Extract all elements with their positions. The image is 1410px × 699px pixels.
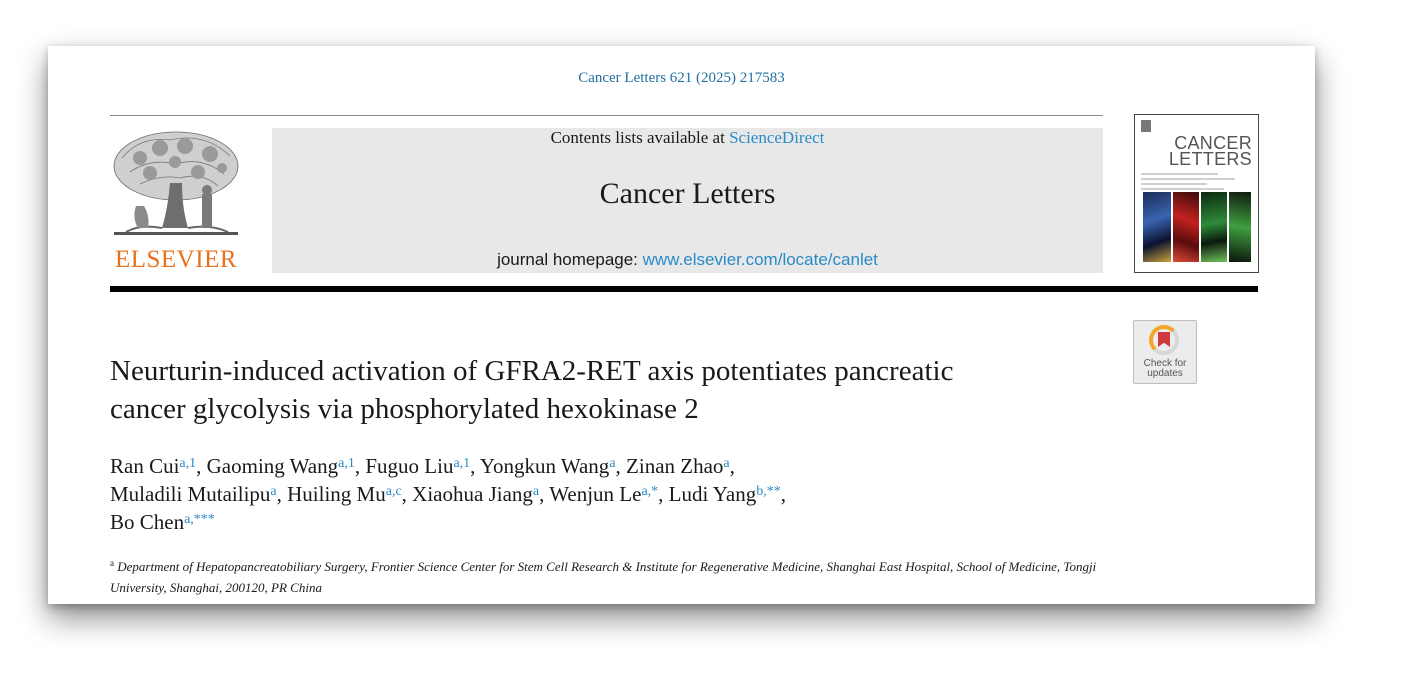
cover-image-right (1201, 192, 1227, 262)
affiliation-text: Department of Hepatopancreatobiliary Surgery, Frontier Science Center for Stem Cell Research & Institute for Regenerative Medicine, Shanghai East Hospital, School of Medicine, Tongji University, Shanghai, 200120, PR China (110, 559, 1097, 595)
sciencedirect-link[interactable]: ScienceDirect (729, 128, 825, 147)
author-affiliation-marker[interactable]: a,1 (179, 456, 197, 471)
elsevier-logo[interactable] (110, 128, 242, 276)
author-affiliation-marker[interactable]: a (270, 484, 277, 499)
article-title (110, 352, 1100, 428)
check-updates-label: Check for updates (1143, 358, 1187, 379)
author-affiliation-marker[interactable]: a (609, 456, 616, 471)
author-affiliation-marker[interactable]: a,*** (184, 512, 215, 527)
contents-prefix: Contents lists available at (550, 128, 730, 147)
author-affiliation-marker[interactable]: a,* (641, 484, 659, 499)
author-name[interactable]: Yongkun Wang (479, 454, 610, 478)
author-name[interactable]: Zinan Zhao (626, 454, 724, 478)
check-for-updates-button[interactable] (1133, 320, 1197, 384)
contents-line (272, 128, 1103, 148)
elsevier-tree-icon (110, 128, 242, 243)
affiliation-a (110, 556, 1110, 598)
article-title-line1: Neurturin-induced activation of GFRA2-RET axis potentiates pancreatic (110, 355, 954, 387)
article-title-line2: cancer glycolysis via phosphorylated hexokinase 2 (110, 393, 699, 425)
author-name[interactable]: Wenjun Le (549, 482, 642, 506)
author-affiliation-marker[interactable]: a,c (385, 484, 402, 499)
author-name[interactable]: Ludi Yang (668, 482, 757, 506)
author-affiliation-marker[interactable]: a (723, 456, 730, 471)
author-affiliation-marker[interactable]: a (532, 484, 540, 499)
author-name[interactable]: Bo Chen (110, 510, 185, 534)
author-name[interactable]: Ran Cui (110, 454, 180, 478)
cover-title-line1: CANCER (1174, 133, 1252, 153)
affiliation-marker: a (110, 558, 114, 568)
author-affiliation-marker[interactable]: b,** (756, 484, 781, 499)
journal-citation-link[interactable]: Cancer Letters 621 (2025) 217583 (578, 70, 785, 86)
top-divider (110, 115, 1103, 116)
cover-title-line2: LETTERS (1168, 149, 1252, 169)
elsevier-mini-logo-icon (1141, 120, 1151, 132)
journal-title: Cancer Letters (599, 177, 776, 210)
author-affiliation-marker[interactable]: a,1 (338, 456, 355, 471)
cover-title (1169, 135, 1252, 167)
journal-cover-thumbnail[interactable] (1134, 114, 1259, 273)
cover-image-middle (1173, 192, 1199, 262)
cover-image-left (1143, 192, 1171, 262)
homepage-prefix: journal homepage: (497, 250, 643, 269)
author-name[interactable]: Gaoming Wang (206, 454, 339, 478)
cover-text-lines (1141, 173, 1251, 193)
journal-banner (272, 128, 1103, 273)
author-name[interactable]: Xiaohua Jiang (412, 482, 533, 506)
header-thick-divider (110, 286, 1258, 292)
journal-homepage-link[interactable]: www.elsevier.com/locate/canlet (642, 250, 878, 269)
cover-image-far-right (1229, 192, 1251, 262)
author-list: Ran Cui$^{a,1}$, Gaoming Wang$^{a,1}$, Fuguo Liu$^{a,1}$, Yongkun Wang$^a$, Zinan Zhao$^a$, Muladili Mutailipu$^a$, Huiling Mu$^{a,c}$, Xiaohua Jiang$^a$, Wenjun $Le^{a,*}$, Ludi Yang$^{b,**}$, Bo Chen$^{a,***}$ (110, 454, 786, 534)
author-affiliation-marker[interactable]: a,1 (453, 456, 471, 471)
elsevier-wordmark: ELSEVIER (114, 246, 238, 273)
author-name[interactable]: Huiling Mu (287, 482, 386, 506)
author-name[interactable]: Fuguo Liu (365, 454, 454, 478)
homepage-line (272, 250, 1103, 270)
article-page (48, 46, 1315, 604)
author-name[interactable]: Muladili Mutailipu (110, 482, 271, 506)
